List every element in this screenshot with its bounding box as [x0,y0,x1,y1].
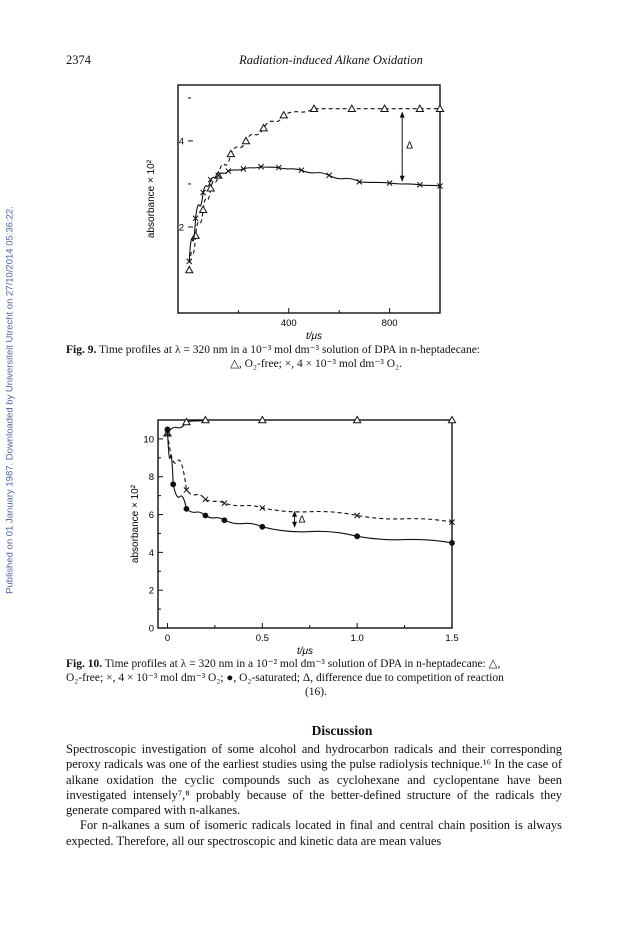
triangle-marker [200,206,207,212]
cross-marker [226,168,231,173]
body-text [66,742,562,849]
paragraph: For n-alkanes a sum of isomeric radicals located in final and central chain position is always expected. Therefore, all our spectroscopic and kinetic data are mean values [66,818,562,848]
annotation-arrowhead [292,522,297,528]
figure-10-caption-line2: O₂-free; ×, 4 × 10⁻³ mol dm⁻³ O₂; ●, O₂-saturated; Δ, difference due to competition of reaction [66,672,504,684]
triangle-marker [242,137,249,143]
section-heading: Discussion [311,723,373,738]
figure-10-caption [66,657,566,699]
annotation-label: Δ [406,140,413,152]
y-tick-label: 6 [148,510,154,522]
dot-marker [449,540,455,546]
y-tick-label: 0 [148,623,154,635]
figure-9-chart [130,80,450,340]
figure-9-caption [66,343,566,371]
plot-frame [178,85,440,313]
figure-10-caption-line3: (16). [304,686,328,698]
x-axis-label: t/μs [305,331,323,342]
dot-marker [170,481,176,487]
figure-9-label: Fig. 9. [66,344,97,356]
triangle-marker [186,266,193,272]
cross-marker [203,497,208,502]
running-title: Radiation-induced Alkane Oxidation [239,53,423,67]
dot-marker [259,524,265,530]
cross-marker [327,173,332,178]
figure-10-caption-line1: Time profiles at λ = 320 nm in a 10⁻² mol dm⁻³ solution of DPA in n-heptadecane: △, [104,658,501,670]
figure-9-caption-line2: △, O₂-free; ×, 4 × 10⁻³ mol dm⁻³ O₂. [230,358,402,370]
tick-group [179,98,398,329]
difference-annotation [400,112,414,182]
triangle-marker [192,232,199,238]
triangle-marker [260,125,267,131]
x-tick-label: 0.5 [255,633,269,644]
y-axis-label: absorbance × 10² [146,159,157,239]
download-watermark-text: Published on 01 January 1987. Downloaded by Universiteit Utrecht on 27/10/2014 05:36:22. [4,206,16,594]
y-tick-label: 2 [148,585,154,597]
series-line-triangle [167,420,452,433]
x-tick-label: 0 [164,633,171,644]
x-tick-label: 800 [381,318,398,329]
series-line-cross [167,433,452,522]
triangle-marker [280,112,287,118]
series-line-dot [167,429,452,542]
y-tick-label: 4 [148,547,154,559]
y-tick-label: 10 [143,434,154,446]
dot-marker [165,427,171,433]
annotation-label: Δ [298,514,306,526]
series-group [164,417,456,546]
difference-annotation [292,511,306,528]
figure-10-label: Fig. 10. [66,658,103,670]
y-tick-label: 4 [178,136,184,148]
dot-marker [203,513,209,519]
series-group [186,105,444,273]
dot-marker [221,517,227,523]
dot-marker [354,533,360,539]
paragraph: Spectroscopic investigation of some alcohol and hydrocarbon radicals and their corresponding peroxy radicals was one of the earliest studies using the pulse radiolysis technique.¹⁶ In the case of alkane oxidation the cyclic compounds such as cyclohexane and cyclopentane have been investigated intensely⁷,⁸ probably because of the better-defined structure of the radicals they generate compared with n-alkanes. [66,742,562,818]
annotation-arrowhead [400,112,405,118]
y-tick-label: 2 [178,222,184,234]
y-axis-label: absorbance × 10² [130,484,141,564]
x-tick-label: 1.5 [445,633,459,644]
x-axis-label: t/μs [296,646,314,657]
page-number: 2374 [66,53,91,67]
y-tick-label: 8 [148,472,154,484]
dot-marker [184,506,190,512]
figure-9-caption-line1: Time profiles at λ = 320 nm in a 10⁻³ mol dm⁻³ solution of DPA in n-heptadecane: [99,344,480,356]
x-tick-label: 400 [280,318,297,329]
cross-marker [222,501,227,506]
download-watermark [2,150,18,650]
triangle-marker [227,150,234,156]
x-tick-label: 1.0 [350,633,364,644]
annotation-arrowhead [400,176,405,182]
figure-10-chart [128,418,468,657]
